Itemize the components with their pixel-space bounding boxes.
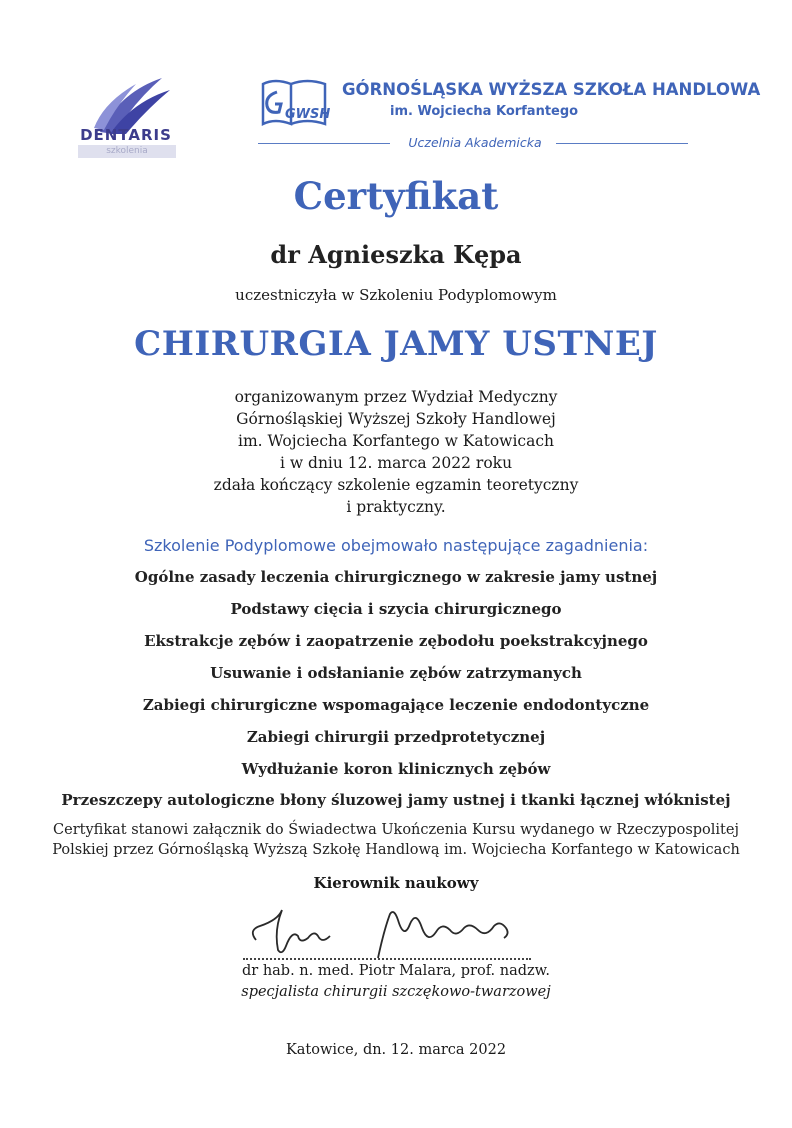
topic-item: Ogólne zasady leczenia chirurgicznego w zakresie jamy ustnej bbox=[134, 568, 658, 586]
participation-text: uczestniczyła w Szkoleniu Podyplomowym bbox=[235, 286, 557, 304]
topic-item: Przeszczepy autologiczne błony śluzowej jamy ustnej i tkanki łącznej włóknistej bbox=[61, 791, 731, 809]
gwsh-logo-icon bbox=[255, 74, 331, 130]
certificate-title: Certyfikat bbox=[293, 174, 499, 218]
dentaris-subtitle: szkolenia bbox=[78, 145, 176, 158]
supervisor-name: dr hab. n. med. Piotr Malara, prof. nadzw. bbox=[242, 963, 550, 979]
organizer-line: Górnośląskiej Wyższej Szkoły Handlowej bbox=[236, 410, 556, 428]
dentaris-name: DENTARIS bbox=[80, 126, 172, 144]
supervisor-label: Kierownik naukowy bbox=[313, 874, 479, 892]
scope-heading: Szkolenie Podyplomowe obejmowało następujące zagadnienia: bbox=[143, 536, 649, 555]
header-divider-right bbox=[556, 143, 688, 144]
organizer-line: zdała kończący szkolenie egzamin teoretyczny bbox=[213, 476, 579, 494]
organizer-line: im. Wojciecha Korfantego w Katowicach bbox=[237, 432, 554, 450]
place-date: Katowice, dn. 12. marca 2022 bbox=[285, 1042, 507, 1058]
topic-item: Ekstrakcje zębów i zaopatrzenie zębodołu poekstrakcyjnego bbox=[144, 632, 648, 650]
supervisor-specialization: specjalista chirurgii szczękowo-twarzowej bbox=[241, 984, 551, 1000]
gwsh-tagline: Uczelnia Akademicka bbox=[408, 135, 542, 150]
organizer-line: organizowanym przez Wydział Medyczny bbox=[234, 388, 558, 406]
topic-item: Wydłużanie koron klinicznych zębów bbox=[241, 760, 551, 778]
recipient-name: dr Agnieszka Kępa bbox=[270, 240, 522, 269]
header-divider-left bbox=[258, 143, 390, 144]
gwsh-subtitle: im. Wojciecha Korfantego bbox=[390, 104, 579, 119]
topic-item: Podstawy cięcia i szycia chirurgicznego bbox=[230, 600, 562, 618]
attachment-note-line: Certyfikat stanowi załącznik do Świadectwa Ukończenia Kursu wydanego w Rzeczypospolitej bbox=[53, 822, 739, 838]
organizer-line: i praktyczny. bbox=[346, 498, 446, 516]
course-name: CHIRURGIA JAMY USTNEJ bbox=[134, 324, 658, 364]
signature-line bbox=[243, 958, 531, 960]
topic-item: Zabiegi chirurgiczne wspomagające leczenie endodontyczne bbox=[142, 696, 650, 714]
signature-icon bbox=[238, 900, 538, 962]
attachment-note-line: Polskiej przez Górnośląską Wyższą Szkołę Handlową im. Wojciecha Korfantego w Katowicach bbox=[52, 842, 740, 858]
topic-item: Usuwanie i odsłanianie zębów zatrzymanych bbox=[210, 664, 582, 682]
gwsh-mark: GWSH bbox=[285, 107, 331, 122]
topic-item: Zabiegi chirurgii przedprotetycznej bbox=[246, 728, 546, 746]
gwsh-title: GÓRNOŚLĄSKA WYŻSZA SZKOŁA HANDLOWA bbox=[342, 80, 761, 99]
organizer-line: i w dniu 12. marca 2022 roku bbox=[279, 454, 513, 472]
